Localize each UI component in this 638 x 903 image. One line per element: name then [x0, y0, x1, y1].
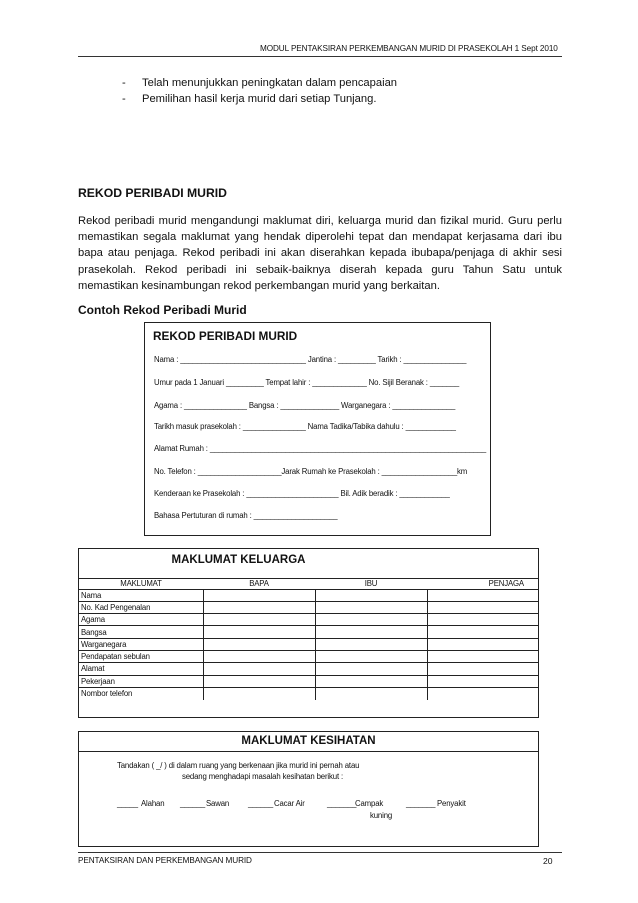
row-label: Bangsa [79, 626, 203, 638]
table-cell-input[interactable] [315, 675, 427, 687]
table-row [79, 687, 538, 699]
health-checkbox-blank[interactable]: _______ [406, 799, 436, 808]
record-field-line[interactable]: No. Telefon : ____________________Jarak Rumah ke Prasekolah : __________________km [154, 467, 468, 476]
table-cell-input[interactable] [203, 589, 315, 601]
health-checkbox-blank[interactable]: ______ [180, 799, 206, 808]
table-cell-input[interactable] [203, 626, 315, 638]
footer-rule [78, 852, 562, 853]
column-header: BAPA [203, 579, 315, 589]
bullet-text: Pemilihan hasil kerja murid dari setiap Tunjang. [142, 93, 377, 105]
table-cell-input[interactable] [315, 663, 427, 675]
personal-record-form [144, 322, 491, 536]
row-label: Pekerjaan [79, 675, 203, 687]
health-item-label: Penyakit [437, 799, 466, 808]
family-info-title: MAKLUMAT KELUARGA [171, 554, 306, 566]
table-cell-input[interactable] [427, 614, 538, 626]
table-cell-input[interactable] [315, 601, 427, 613]
family-info-table [79, 579, 538, 700]
record-field-line[interactable]: Nama : ______________________________ Jantina : _________ Tarikh : _______________ [154, 355, 467, 364]
table-row [79, 626, 538, 638]
table-row [79, 589, 538, 601]
table-cell-input[interactable] [203, 638, 315, 650]
health-item-label-continuation: kuning [370, 811, 393, 820]
table-cell-input[interactable] [203, 601, 315, 613]
health-instruction: sedang menghadapi masalah kesihatan berikut : [182, 772, 343, 781]
record-field-line[interactable]: Tarikh masuk prasekolah : _______________ Nama Tadika/Tabika dahulu : ____________ [154, 422, 456, 431]
column-header: PENJAGA [427, 579, 538, 589]
table-cell-input[interactable] [315, 614, 427, 626]
row-label: Pendapatan sebulan [79, 650, 203, 662]
row-label: No. Kad Pengenalan [79, 601, 203, 613]
bullet-text: Telah menunjukkan peningkatan dalam pencapaian [142, 77, 398, 89]
record-field-line[interactable]: Bahasa Pertuturan di rumah : ____________________ [154, 511, 338, 520]
table-cell-input[interactable] [315, 687, 427, 699]
column-header: IBU [315, 579, 427, 589]
bullet-item [122, 75, 397, 91]
row-label: Nama [79, 589, 203, 601]
table-cell-input[interactable] [315, 638, 427, 650]
running-footer: PENTAKSIRAN DAN PERKEMBANGAN MURID [78, 856, 252, 865]
health-item-label: Alahan [141, 799, 165, 808]
health-item-label: Campak [355, 799, 384, 808]
table-row [79, 614, 538, 626]
health-instruction: Tandakan ( _/ ) di dalam ruang yang berkenaan jika murid ini pernah atau [117, 761, 360, 770]
record-field-line[interactable]: Alamat Rumah : __________________________________________________________________ [154, 444, 487, 453]
table-cell-input[interactable] [427, 638, 538, 650]
health-checkbox-blank[interactable]: ______ [248, 799, 274, 808]
table-header-row [79, 579, 538, 589]
table-cell-input[interactable] [427, 589, 538, 601]
table-row [79, 638, 538, 650]
record-field-line[interactable]: Umur pada 1 Januari _________ Tempat lahir : _____________ No. Sijil Beranak : _______ [154, 378, 460, 387]
health-item-label: Sawan [206, 799, 230, 808]
table-cell-input[interactable] [203, 687, 315, 699]
section-paragraph: Rekod peribadi murid mengandungi maklumat diri, keluarga murid dan fizikal murid. Guru perlu memastikan segala maklumat yang hendak diperolehi tepat dan mendapat kerjasama dari ibu bapa atau penjaga. Rekod peribadi ini akan diserahkan kepada ibubapa/penjaga di akhir sesi prasekolah. Rekod peribadi ini sebaik-baiknya diserah kepada guru Tahun Satu untuk memastikan kesinambungan rekod perkembangan murid yang berkaitan. [78, 215, 562, 292]
health-info-title: MAKLUMAT KESIHATAN [241, 735, 376, 747]
row-label: Nombor telefon [79, 687, 203, 699]
health-item-label: Cacar Air [274, 799, 305, 808]
health-info-section [78, 731, 539, 847]
row-label: Agama [79, 614, 203, 626]
page-number: 20 [543, 856, 553, 866]
family-info-header [79, 549, 538, 579]
table-cell-input[interactable] [203, 675, 315, 687]
running-header: MODUL PENTAKSIRAN PERKEMBANGAN MURID DI PRASEKOLAH 1 Sept 2010 [260, 44, 558, 53]
column-header: MAKLUMAT [79, 579, 203, 589]
table-cell-input[interactable] [203, 663, 315, 675]
table-row [79, 650, 538, 662]
record-field-line[interactable]: Kenderaan ke Prasekolah : ______________________ Bil. Adik beradik : ____________ [154, 489, 450, 498]
table-cell-input[interactable] [315, 589, 427, 601]
row-label: Alamat [79, 663, 203, 675]
table-cell-input[interactable] [427, 663, 538, 675]
table-cell-input[interactable] [427, 687, 538, 699]
table-cell-input[interactable] [203, 614, 315, 626]
section-heading: REKOD PERIBADI MURID [78, 186, 227, 200]
health-checkbox-blank[interactable]: _____ [117, 799, 138, 808]
header-rule [78, 56, 562, 57]
health-info-header [79, 732, 538, 752]
table-cell-input[interactable] [427, 626, 538, 638]
bullet-item [122, 91, 397, 107]
table-cell-input[interactable] [315, 626, 427, 638]
example-heading: Contoh Rekod Peribadi Murid [78, 303, 247, 317]
table-cell-input[interactable] [203, 650, 315, 662]
family-info-section [78, 548, 539, 718]
table-cell-input[interactable] [427, 675, 538, 687]
record-field-line[interactable]: Agama : _______________ Bangsa : ______________ Warganegara : _______________ [154, 401, 456, 410]
row-label: Warganegara [79, 638, 203, 650]
table-cell-input[interactable] [427, 650, 538, 662]
health-checkbox-blank[interactable]: _______ [327, 799, 357, 808]
table-row [79, 675, 538, 687]
table-cell-input[interactable] [315, 650, 427, 662]
record-form-title: REKOD PERIBADI MURID [153, 329, 298, 343]
table-cell-input[interactable] [427, 601, 538, 613]
bullet-dash: - [122, 77, 126, 89]
table-row [79, 663, 538, 675]
bullet-dash: - [122, 93, 126, 105]
bullet-list [122, 75, 397, 107]
table-row [79, 601, 538, 613]
